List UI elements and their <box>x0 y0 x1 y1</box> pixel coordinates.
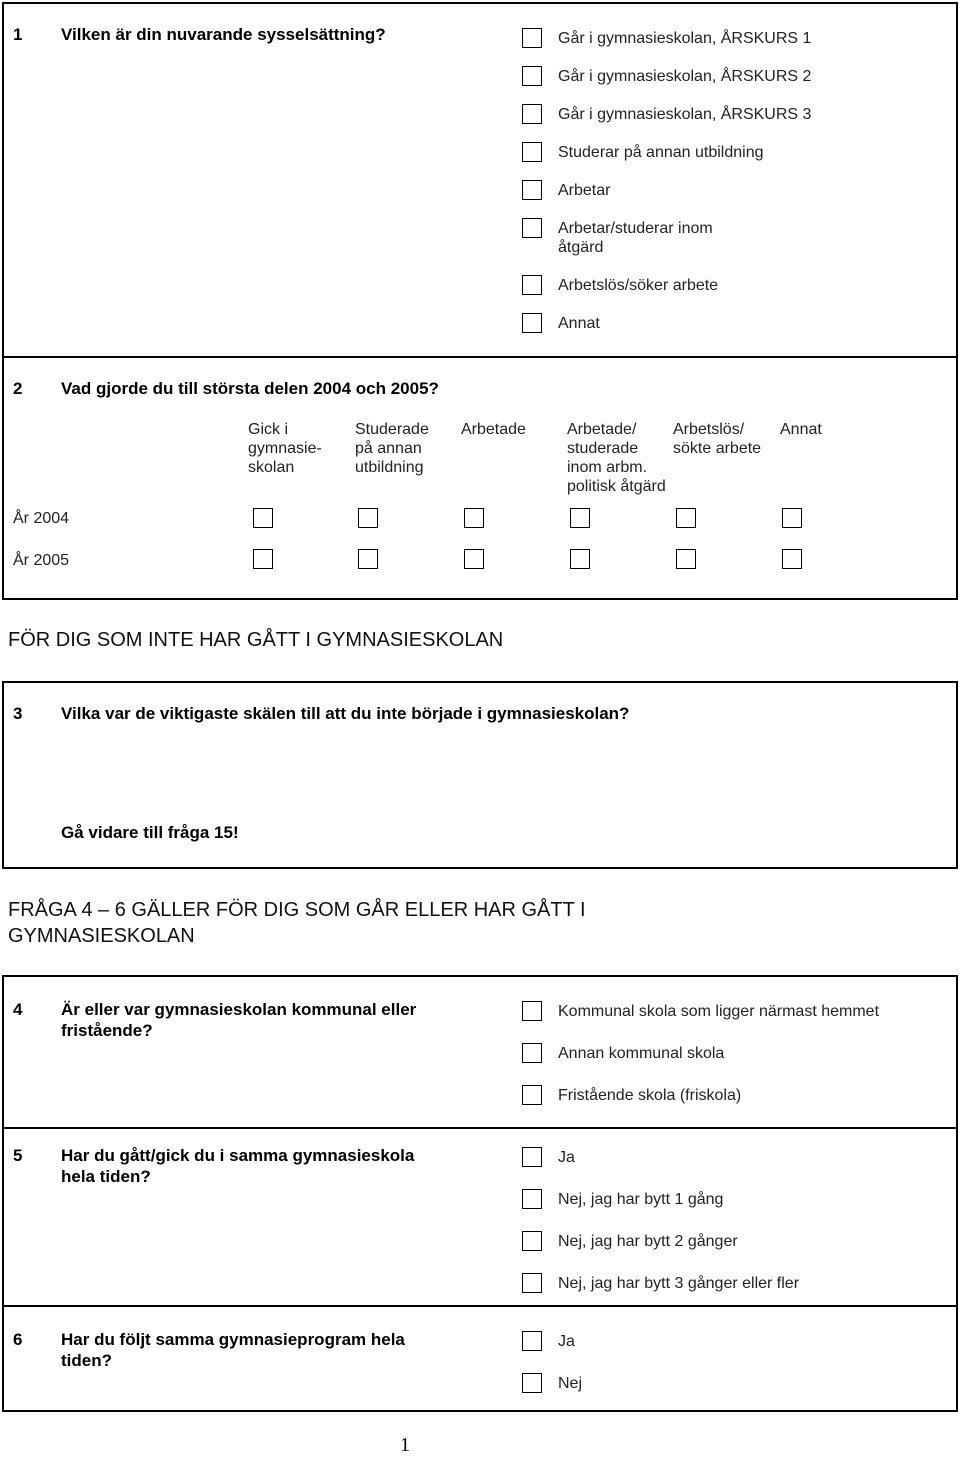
checkbox[interactable] <box>522 1001 542 1021</box>
checkbox[interactable] <box>522 218 542 238</box>
checkbox[interactable] <box>358 508 378 528</box>
checkbox[interactable] <box>570 508 590 528</box>
option-label: Ja <box>558 1333 575 1350</box>
option-label: Arbetslös/söker arbete <box>558 277 719 294</box>
checkbox[interactable] <box>782 508 802 528</box>
checkbox[interactable] <box>522 1085 542 1105</box>
option-label: Ja <box>558 1149 575 1166</box>
checkbox[interactable] <box>464 549 484 569</box>
checkbox[interactable] <box>464 508 484 528</box>
checkbox[interactable] <box>522 66 542 86</box>
checkbox[interactable] <box>522 313 542 333</box>
option-label: Arbetar/studerar inom <box>558 220 713 237</box>
page-number: 1 <box>400 1434 410 1456</box>
checkbox[interactable] <box>522 180 542 200</box>
question-3-box <box>2 681 958 869</box>
option-label: Arbetar <box>558 182 611 199</box>
column-header: Studerade på annan utbildning <box>355 421 429 476</box>
option-label: Studerar på annan utbildning <box>558 144 764 161</box>
checkbox[interactable] <box>522 142 542 162</box>
row-label: År 2004 <box>13 510 70 527</box>
checkbox[interactable] <box>522 1043 542 1063</box>
question-4-box <box>2 975 958 1129</box>
question-6-box <box>2 1305 958 1412</box>
question-2-box <box>2 356 958 600</box>
checkbox[interactable] <box>522 1373 542 1393</box>
goto-instruction: Gå vidare till fråga 15! <box>61 823 239 842</box>
question-1-box <box>2 2 958 358</box>
checkbox[interactable] <box>358 549 378 569</box>
option-label: Går i gymnasieskolan, ÅRSKURS 3 <box>558 106 812 123</box>
question-text: Har du följt samma gymnasieprogram hela tiden? <box>61 1330 405 1370</box>
checkbox[interactable] <box>570 549 590 569</box>
question-text: Vilken är din nuvarande sysselsättning? <box>61 25 386 44</box>
question-text: Har du gått/gick du i samma gymnasieskola hela tiden? <box>61 1146 415 1186</box>
option-label-continued: åtgärd <box>558 239 604 256</box>
option-label: Annan kommunal skola <box>558 1045 725 1062</box>
option-label: Nej, jag har bytt 3 gånger eller fler <box>558 1275 800 1292</box>
column-header: Arbetade <box>461 421 526 438</box>
checkbox[interactable] <box>522 104 542 124</box>
checkbox[interactable] <box>522 1231 542 1251</box>
section-heading: FRÅGA 4 – 6 GÄLLER FÖR DIG SOM GÅR ELLER HAR GÅTT I GYMNASIESKOLAN <box>8 899 586 947</box>
question-text: Är eller var gymnasieskolan kommunal eller fristående? <box>61 1000 417 1040</box>
row-label: År 2005 <box>13 552 70 569</box>
column-header: Arbetslös/ sökte arbete <box>673 421 762 457</box>
checkbox[interactable] <box>522 1147 542 1167</box>
option-label: Nej, jag har bytt 2 gånger <box>558 1233 738 1250</box>
option-label: Går i gymnasieskolan, ÅRSKURS 1 <box>558 30 812 47</box>
option-label: Nej, jag har bytt 1 gång <box>558 1191 724 1208</box>
column-header: Annat <box>780 421 822 438</box>
section-heading: FÖR DIG SOM INTE HAR GÅTT I GYMNASIESKOLAN <box>8 629 504 651</box>
checkbox[interactable] <box>676 549 696 569</box>
checkbox[interactable] <box>782 549 802 569</box>
checkbox[interactable] <box>522 28 542 48</box>
checkbox[interactable] <box>253 508 273 528</box>
question-number: 4 <box>13 1000 23 1019</box>
question-text: Vad gjorde du till största delen 2004 och 2005? <box>61 379 439 398</box>
question-number: 1 <box>13 25 23 44</box>
option-label: Annat <box>558 315 600 332</box>
column-header: Gick i gymnasie- skolan <box>248 421 322 476</box>
question-number: 5 <box>13 1146 23 1165</box>
question-number: 3 <box>13 704 23 723</box>
option-label: Nej <box>558 1375 583 1392</box>
question-text: Vilka var de viktigaste skälen till att du inte började i gymnasieskolan? <box>61 704 630 723</box>
checkbox[interactable] <box>676 508 696 528</box>
question-5-box <box>2 1127 958 1307</box>
checkbox[interactable] <box>522 275 542 295</box>
checkbox[interactable] <box>522 1331 542 1351</box>
checkbox[interactable] <box>522 1189 542 1209</box>
option-label: Kommunal skola som ligger närmast hemmet <box>558 1003 880 1020</box>
question-number: 6 <box>13 1330 23 1349</box>
option-label: Går i gymnasieskolan, ÅRSKURS 2 <box>558 68 812 85</box>
column-header: Arbetade/ studerade inom arbm. politisk åtgärd <box>567 421 666 495</box>
question-number: 2 <box>13 379 23 398</box>
checkbox[interactable] <box>522 1273 542 1293</box>
checkbox[interactable] <box>253 549 273 569</box>
option-label: Fristående skola (friskola) <box>558 1087 742 1104</box>
